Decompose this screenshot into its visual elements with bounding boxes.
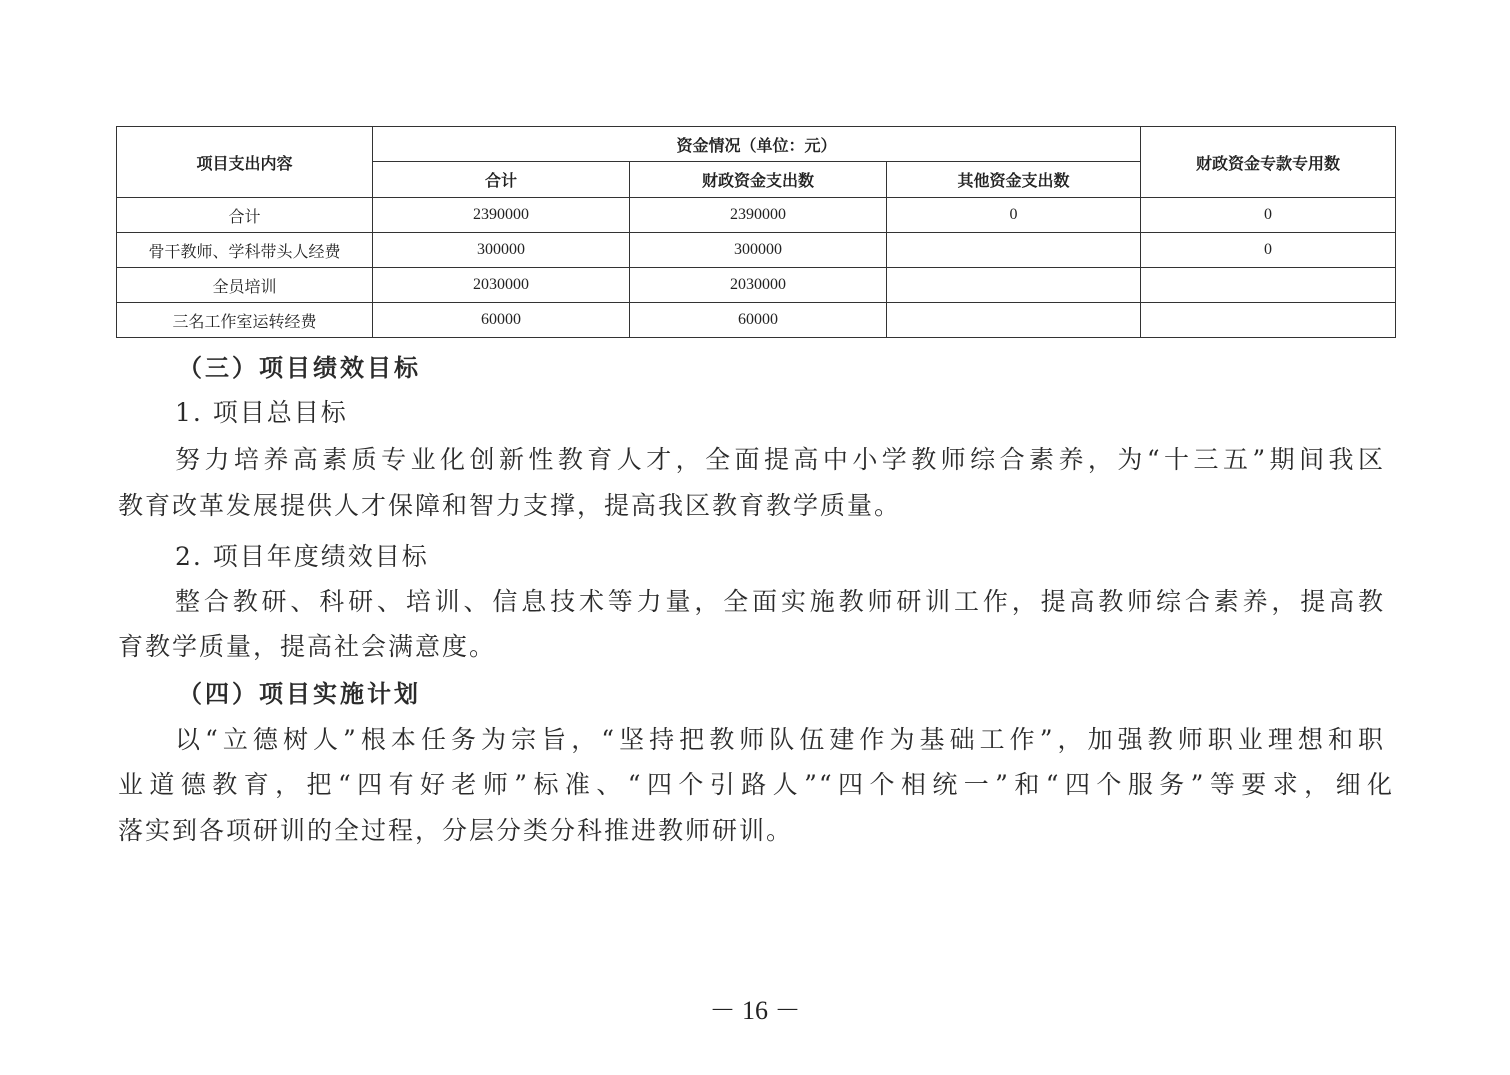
header-item-column: 项目支出内容 xyxy=(117,127,373,198)
row-item: 全员培训 xyxy=(117,268,373,303)
row-total: 2390000 xyxy=(373,198,630,233)
paragraph-line: 业道德教育，把“四有好老师”标准、“四个引路人”“四个相统一”和“四个服务”等要求，细化 xyxy=(118,770,1394,799)
paragraph-line: 整合教研、科研、培训、信息技术等力量，全面实施教师研训工作，提高教师综合素养，提高教 xyxy=(175,587,1385,616)
row-other: 0 xyxy=(887,198,1141,233)
subsection-title-overall-goal: 1. 项目总目标 xyxy=(175,398,348,427)
table-header-row xyxy=(117,127,1396,162)
row-fiscal: 2030000 xyxy=(630,268,887,303)
row-special xyxy=(1141,303,1396,338)
page-number: － 16 － xyxy=(709,996,801,1025)
row-special: 0 xyxy=(1141,198,1396,233)
table-row xyxy=(117,303,1396,338)
row-fiscal: 2390000 xyxy=(630,198,887,233)
row-item: 三名工作室运转经费 xyxy=(117,303,373,338)
row-item: 合计 xyxy=(117,198,373,233)
paragraph-line: 以“立德树人”根本任务为宗旨，“坚持把教师队伍建作为基础工作”，加强教师职业理想和职 xyxy=(175,725,1385,754)
paragraph-line: 教育改革发展提供人才保障和智力支撑，提高我区教育教学质量。 xyxy=(118,491,902,520)
header-other: 其他资金支出数 xyxy=(887,162,1141,198)
row-special: 0 xyxy=(1141,233,1396,268)
paragraph-line: 努力培养高素质专业化创新性教育人才，全面提高中小学教师综合素养，为“十三五”期间我区 xyxy=(175,445,1385,474)
header-fiscal: 财政资金支出数 xyxy=(630,162,887,198)
header-special-column: 财政资金专款专用数 xyxy=(1141,127,1396,198)
row-fiscal: 60000 xyxy=(630,303,887,338)
paragraph-line: 落实到各项研训的全过程，分层分类分科推进教师研训。 xyxy=(118,816,794,845)
row-special xyxy=(1141,268,1396,303)
table-row xyxy=(117,268,1396,303)
row-other xyxy=(887,268,1141,303)
row-total: 60000 xyxy=(373,303,630,338)
row-item: 骨干教师、学科带头人经费 xyxy=(117,233,373,268)
section-heading-performance-goals: （三）项目绩效目标 xyxy=(178,354,421,382)
row-fiscal: 300000 xyxy=(630,233,887,268)
subsection-title-annual-goal: 2. 项目年度绩效目标 xyxy=(175,542,429,571)
row-total: 300000 xyxy=(373,233,630,268)
paragraph-line: 育教学质量，提高社会满意度。 xyxy=(118,632,497,661)
section-heading-implementation-plan: （四）项目实施计划 xyxy=(178,680,421,708)
table-row xyxy=(117,198,1396,233)
header-funds-group: 资金情况（单位：元） xyxy=(373,127,1141,162)
row-other xyxy=(887,303,1141,338)
funds-table xyxy=(116,126,1396,338)
row-other xyxy=(887,233,1141,268)
header-total: 合计 xyxy=(373,162,630,198)
table-row xyxy=(117,233,1396,268)
row-total: 2030000 xyxy=(373,268,630,303)
